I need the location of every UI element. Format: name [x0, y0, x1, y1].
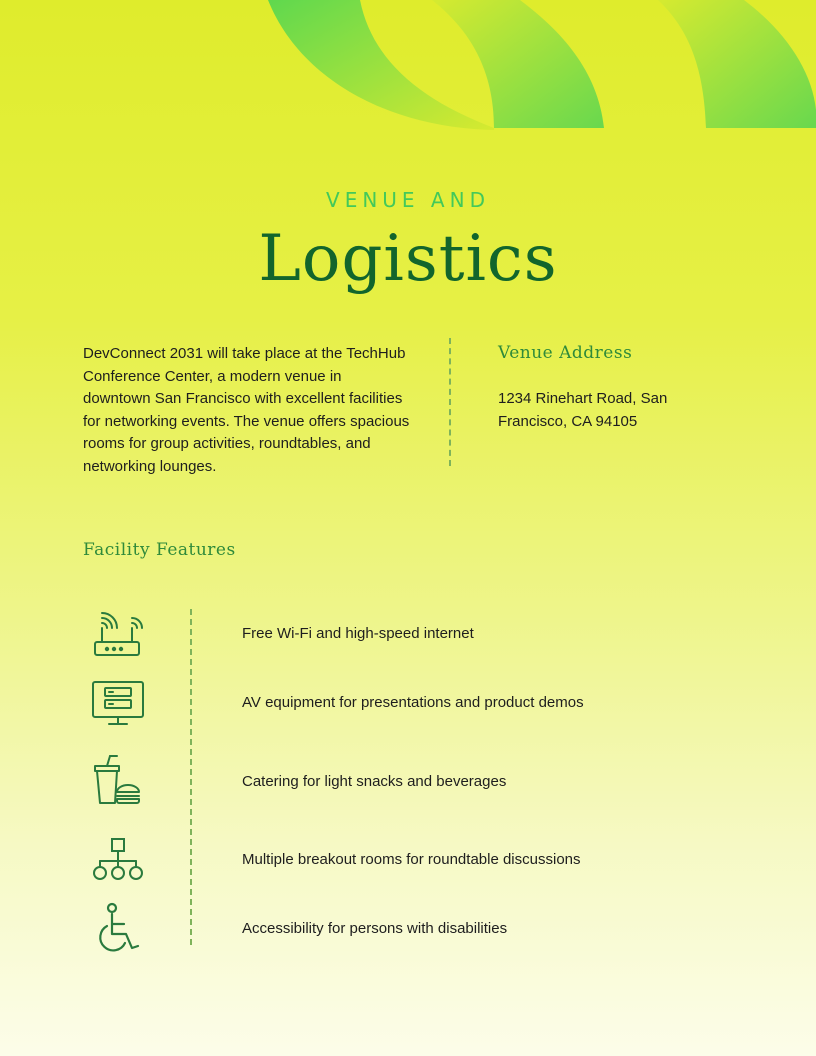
decorative-header-shapes — [0, 0, 816, 130]
wheelchair-icon — [90, 900, 146, 956]
venue-address-text: 1234 Rinehart Road, San Francisco, CA 94105 — [498, 390, 668, 430]
monitor-server-icon — [90, 675, 146, 731]
feature-item-catering: Catering for light snacks and beverages — [242, 773, 507, 790]
intro-paragraph: DevConnect 2031 will take place at the TechHub Conference Center, a modern venue in downtown San Francisco with excellent facilities for networking events. The venue offers spacious rooms for group activities, roundtables, and networking lounges. — [83, 345, 410, 475]
features-divider — [190, 609, 192, 945]
feature-item-wifi: Free Wi-Fi and high-speed internet — [242, 625, 474, 642]
facility-features-heading: Facility Features — [83, 540, 236, 560]
section-kicker: VENUE AND — [326, 188, 490, 212]
food-drink-icon — [90, 752, 146, 808]
hierarchy-icon — [90, 832, 146, 888]
feature-item-av: AV equipment for presentations and product demos — [242, 694, 584, 711]
wifi-router-icon — [90, 606, 146, 662]
feature-item-breakout-rooms: Multiple breakout rooms for roundtable discussions — [242, 851, 581, 868]
column-divider — [449, 338, 451, 466]
venue-address-heading: Venue Address — [498, 343, 633, 363]
page-title: Logistics — [258, 222, 558, 296]
feature-item-accessibility: Accessibility for persons with disabilities — [242, 920, 508, 937]
